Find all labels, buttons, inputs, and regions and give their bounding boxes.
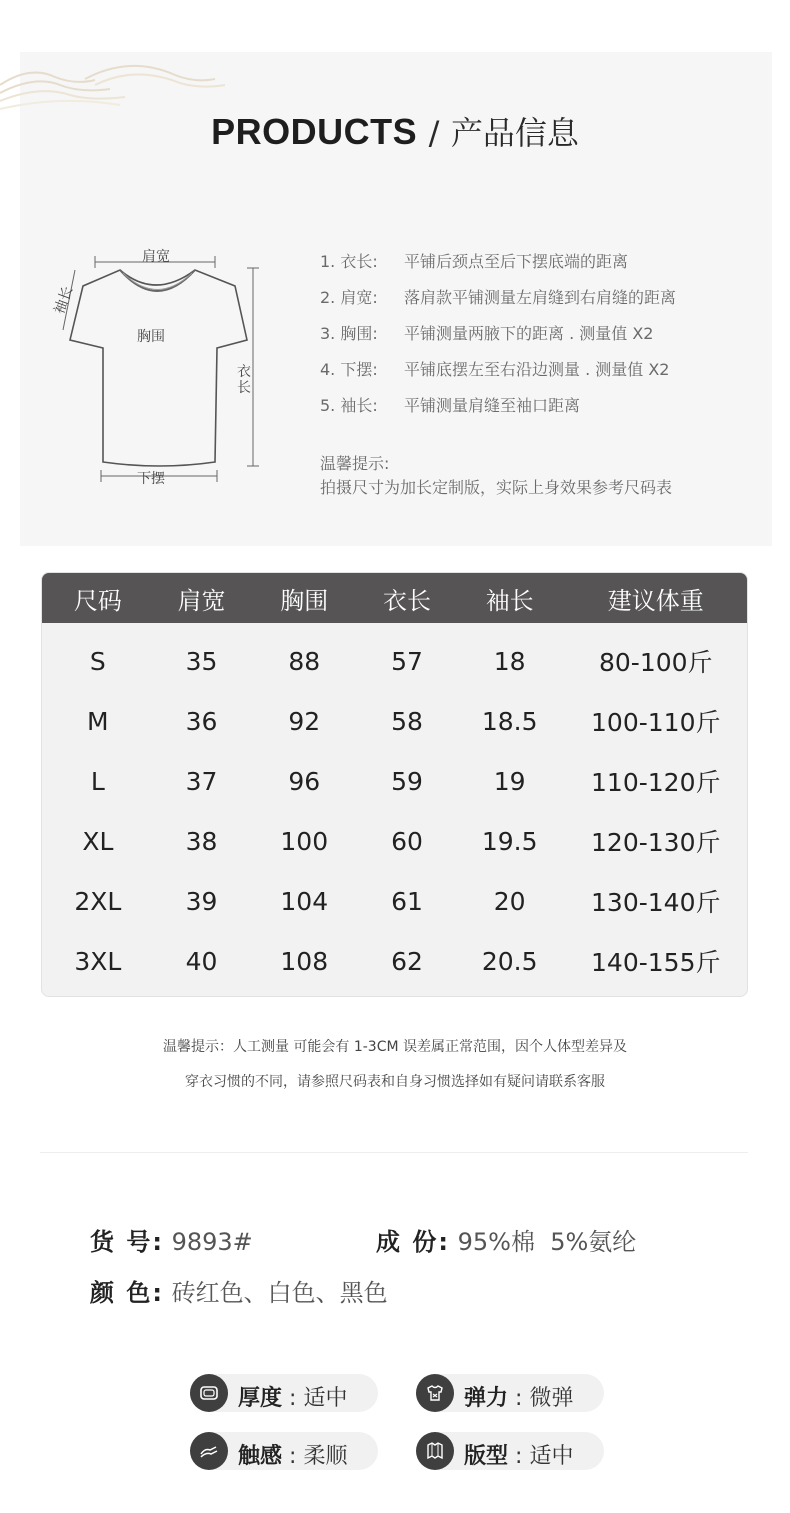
page-title	[0, 108, 790, 154]
touch-icon	[190, 1432, 228, 1470]
note-line-2: 穿衣习惯的不同，请参照尺码表和自身习惯选择如有疑问请联系客服	[185, 1074, 605, 1090]
chest-label: 胸围	[137, 329, 165, 345]
measure-row: 5. 袖长: 平铺测量肩缝至袖口距离	[320, 396, 581, 415]
measure-row: 4. 下摆: 平铺底摆左至右沿边测量 . 测量值 X2	[320, 360, 670, 379]
table-row: L 37 96 59 19 110-120斤	[90, 766, 721, 797]
elasticity-icon	[416, 1374, 454, 1412]
item-number-value: 9893#	[171, 1228, 253, 1256]
note-line-1: 温馨提示：人工测量 可能会有 1-3CM 误差属正常范围，因个人体型差异及	[162, 1039, 628, 1055]
tip-box	[320, 452, 672, 500]
thickness-icon	[190, 1374, 228, 1412]
table-row: S 35 88 57 18 80-100斤	[89, 646, 713, 677]
feature-fit: 版型 : 适中	[416, 1432, 604, 1470]
table-row: 2XL 39 104 61 20 130-140斤	[74, 886, 721, 917]
header-size: 尺码	[73, 586, 122, 615]
feature-thickness: 厚度 : 适中	[190, 1374, 378, 1412]
tip-text: 拍摄尺寸为加长定制版，实际上身效果参考尺码表	[320, 478, 673, 497]
size-table	[41, 572, 748, 997]
composition	[376, 1222, 636, 1257]
hem-label: 下摆	[137, 471, 165, 487]
feature-touch: 触感 : 柔顺	[190, 1432, 378, 1470]
feature-elasticity: 弹力 : 微弹	[416, 1374, 604, 1412]
table-header	[42, 573, 747, 623]
item-number	[90, 1222, 253, 1257]
header-sleeve: 袖长	[485, 586, 534, 615]
length-label: 衣长	[237, 364, 251, 396]
composition-value: 95%棉 5%氨纶	[457, 1228, 637, 1256]
color-label: 颜 色:	[90, 1279, 164, 1307]
measure-row: 2. 肩宽: 落肩款平铺测量左肩缝到右肩缝的距离	[320, 288, 677, 307]
title-separator: /	[428, 114, 440, 152]
header-weight: 建议体重	[607, 586, 704, 615]
color-info	[90, 1273, 388, 1308]
title-cn: 产品信息	[450, 114, 579, 152]
tshirt-diagram	[45, 240, 275, 500]
tip-title: 温馨提示:	[320, 454, 390, 473]
composition-label: 成 份:	[376, 1228, 450, 1256]
measure-row: 3. 胸围: 平铺测量两腋下的距离 . 测量值 X2	[320, 324, 654, 343]
table-row: XL 38 100 60 19.5 120-130斤	[82, 826, 721, 857]
fit-icon	[416, 1432, 454, 1470]
header-shoulder: 肩宽	[177, 586, 226, 615]
table-row: 3XL 40 108 62 20.5 140-155斤	[74, 946, 721, 977]
color-value: 砖红色、白色、黑色	[171, 1279, 388, 1307]
header-chest: 胸围	[280, 586, 329, 615]
section-divider	[40, 1152, 748, 1153]
shoulder-label: 肩宽	[142, 249, 170, 265]
title-en: PRODUCTS	[211, 111, 418, 152]
item-number-label: 货 号:	[90, 1228, 164, 1256]
sleeve-label: 袖长	[51, 284, 77, 317]
measure-row: 1. 衣长: 平铺后颈点至后下摆底端的距离	[320, 252, 629, 271]
table-row: M 36 92 58 18.5 100-110斤	[87, 706, 721, 737]
measurement-guide	[320, 250, 676, 430]
header-length: 衣长	[382, 586, 431, 615]
